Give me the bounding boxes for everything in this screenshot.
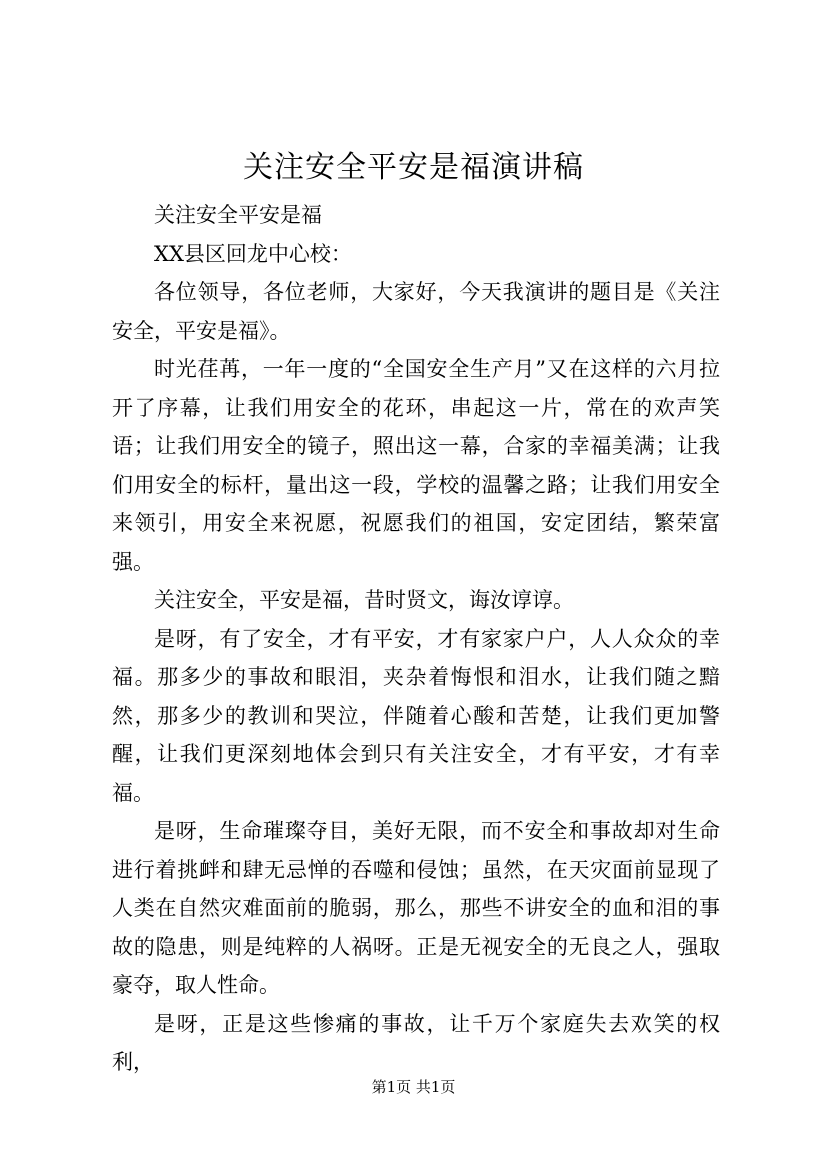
document-body: [112, 196, 720, 1082]
page-number-footer: 第1页 共1页: [371, 1078, 456, 1096]
paragraph: 时光荏苒，一年一度的“全国安全生产月”又在这样的六月拉开了序幕，让我们用安全的花环，串起这一片，常在的欢声笑语；让我们用安全的镜子，照出这一幕，合家的幸福美满；让我们用安全的标杆，量出这一段，学校的温馨之路；让我们用安全来领引，用安全来祝愿，祝愿我们的祖国，安定团结，繁荣富强。: [112, 357, 720, 574]
paragraph: 关注安全，平安是福，昔时贤文，诲汝谆谆。: [154, 588, 574, 612]
paragraph: 是呀，正是这些惨痛的事故，让千万个家庭失去欢笑的权利，: [112, 1011, 720, 1074]
paragraph-subtitle: 关注安全平安是福: [154, 203, 322, 227]
paragraph-greeting: 各位领导，各位老师，大家好，今天我演讲的题目是《关注安全，平安是福》。: [112, 280, 720, 343]
paragraph-addressee: XX县区回龙中心校：: [154, 241, 352, 266]
paragraph: 是呀，生命璀璨夺目，美好无限，而不安全和事故却对生命进行着挑衅和肆无忌惮的吞噬和侵蚀；虽然，在天灾面前显现了人类在自然灾难面前的脆弱，那么，那些不讲安全的血和泪的事故的隐患，则是纯粹的人祸呀。正是无视安全的无良之人，强取豪夺，取人性命。: [112, 819, 720, 997]
document-title: 关注安全平安是福演讲稿: [243, 150, 584, 185]
paragraph: 是呀，有了安全，才有平安，才有家家户户，人人众众的幸福。那多少的事故和眼泪，夹杂着悔恨和泪水，让我们随之黯然，那多少的教训和哭泣，伴随着心酸和苦楚，让我们更加警醒，让我们更深刻地体会到只有关注安全，才有平安，才有幸福。: [112, 626, 720, 805]
